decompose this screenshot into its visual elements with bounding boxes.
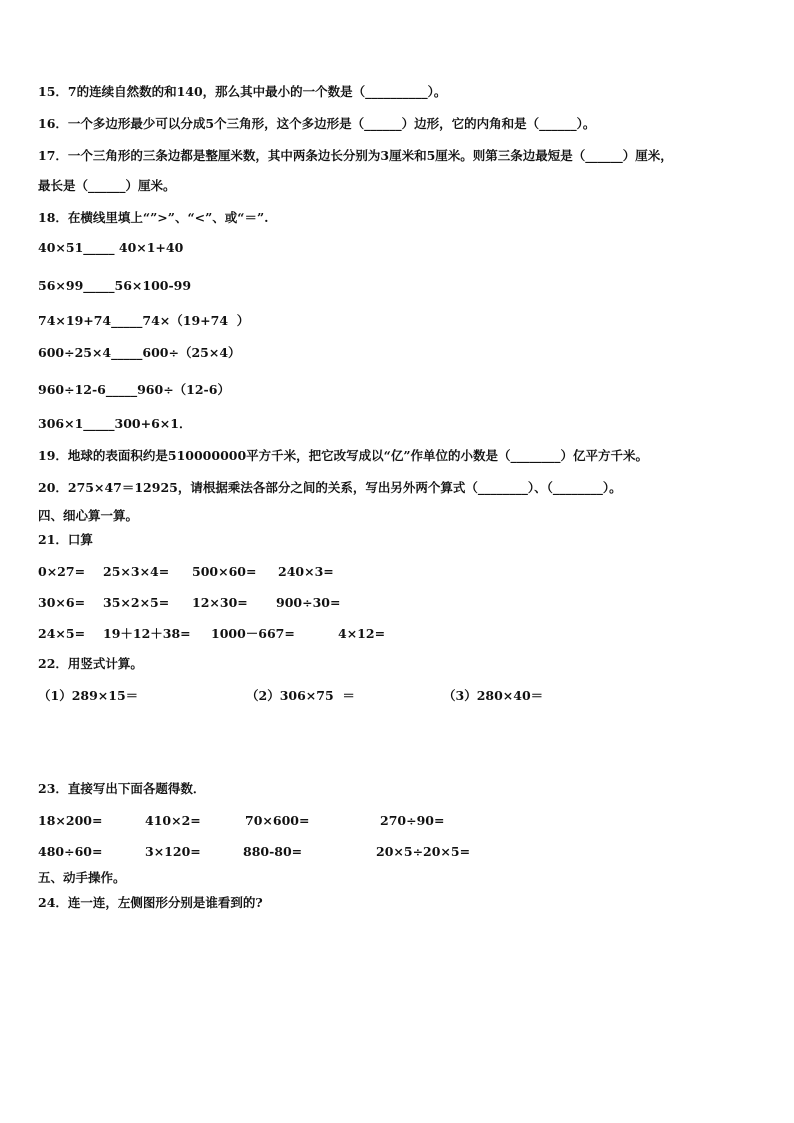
- q22-item: （2）306×75 ＝: [246, 688, 355, 703]
- q23-cell: 480÷60=: [38, 844, 103, 859]
- question-20: 20．275×47＝12925，请根据乘法各部分之间的关系，写出另外两个算式（________）、（________）。: [38, 480, 622, 495]
- q21-cell: 35×2×5=: [103, 595, 170, 610]
- q21-cell: 12×30=: [192, 595, 248, 610]
- question-22: 22．用竖式计算。: [38, 656, 143, 671]
- q21-cell: 30×6=: [38, 595, 86, 610]
- q21-cell: 0×27=: [38, 564, 86, 579]
- q21-cell: 24×5=: [38, 626, 86, 641]
- q23-cell: 880-80=: [243, 844, 303, 859]
- q18-item: 600÷25×4_____600÷（25×4）: [38, 345, 241, 360]
- q21-cell: 1000－667=: [211, 626, 295, 641]
- q21-cell: 240×3=: [278, 564, 334, 579]
- question-21: 21．口算: [38, 532, 93, 547]
- question-17-line2: 最长是（______）厘米。: [38, 178, 176, 193]
- q18-item: 960÷12-6_____960÷（12-6）: [38, 382, 230, 397]
- section-4-heading: 四、细心算一算。: [38, 508, 139, 523]
- q18-item: 74×19+74_____74×（19+74 ）: [38, 313, 250, 328]
- q18-item: 56×99_____56×100-99: [38, 278, 192, 293]
- q23-cell: 18×200=: [38, 813, 103, 828]
- section-5-heading: 五、动手操作。: [38, 870, 126, 885]
- q23-cell: 410×2=: [145, 813, 201, 828]
- question-24: 24．连一连，左侧图形分别是谁看到的?: [38, 895, 263, 910]
- question-16: 16．一个多边形最少可以分成5个三角形，这个多边形是（______）边形，它的内角和是（______）。: [38, 116, 596, 131]
- q22-item: （1）289×15＝: [38, 688, 139, 703]
- q23-cell: 20×5÷20×5=: [376, 844, 471, 859]
- q23-cell: 70×600=: [245, 813, 310, 828]
- q23-cell: 270÷90=: [380, 813, 445, 828]
- q23-cell: 3×120=: [145, 844, 201, 859]
- q18-item: 40×51_____ 40×1+40: [38, 240, 184, 255]
- q21-cell: 500×60=: [192, 564, 257, 579]
- q21-cell: 25×3×4=: [103, 564, 170, 579]
- q21-cell: 900÷30=: [276, 595, 341, 610]
- q18-item: 306×1_____300+6×1．: [38, 416, 192, 431]
- question-19: 19．地球的表面积约是510000000平方千米，把它改写成以“亿”作单位的小数是（________）亿平方千米。: [38, 448, 649, 463]
- q21-cell: 4×12=: [338, 626, 386, 641]
- question-17-line1: 17．一个三角形的三条边都是整厘米数，其中两条边长分别为3厘米和5厘米。则第三条边最短是（______）厘米，: [38, 148, 673, 163]
- question-23: 23．直接写出下面各题得数．: [38, 781, 206, 796]
- question-15: 15．7的连续自然数的和140，那么其中最小的一个数是（__________）。: [38, 84, 447, 99]
- q22-item: （3）280×40＝: [443, 688, 544, 703]
- q21-cell: 19＋12＋38=: [103, 626, 191, 641]
- question-18: 18．在横线里填上“”>”、“<”、或“＝”.: [38, 210, 269, 225]
